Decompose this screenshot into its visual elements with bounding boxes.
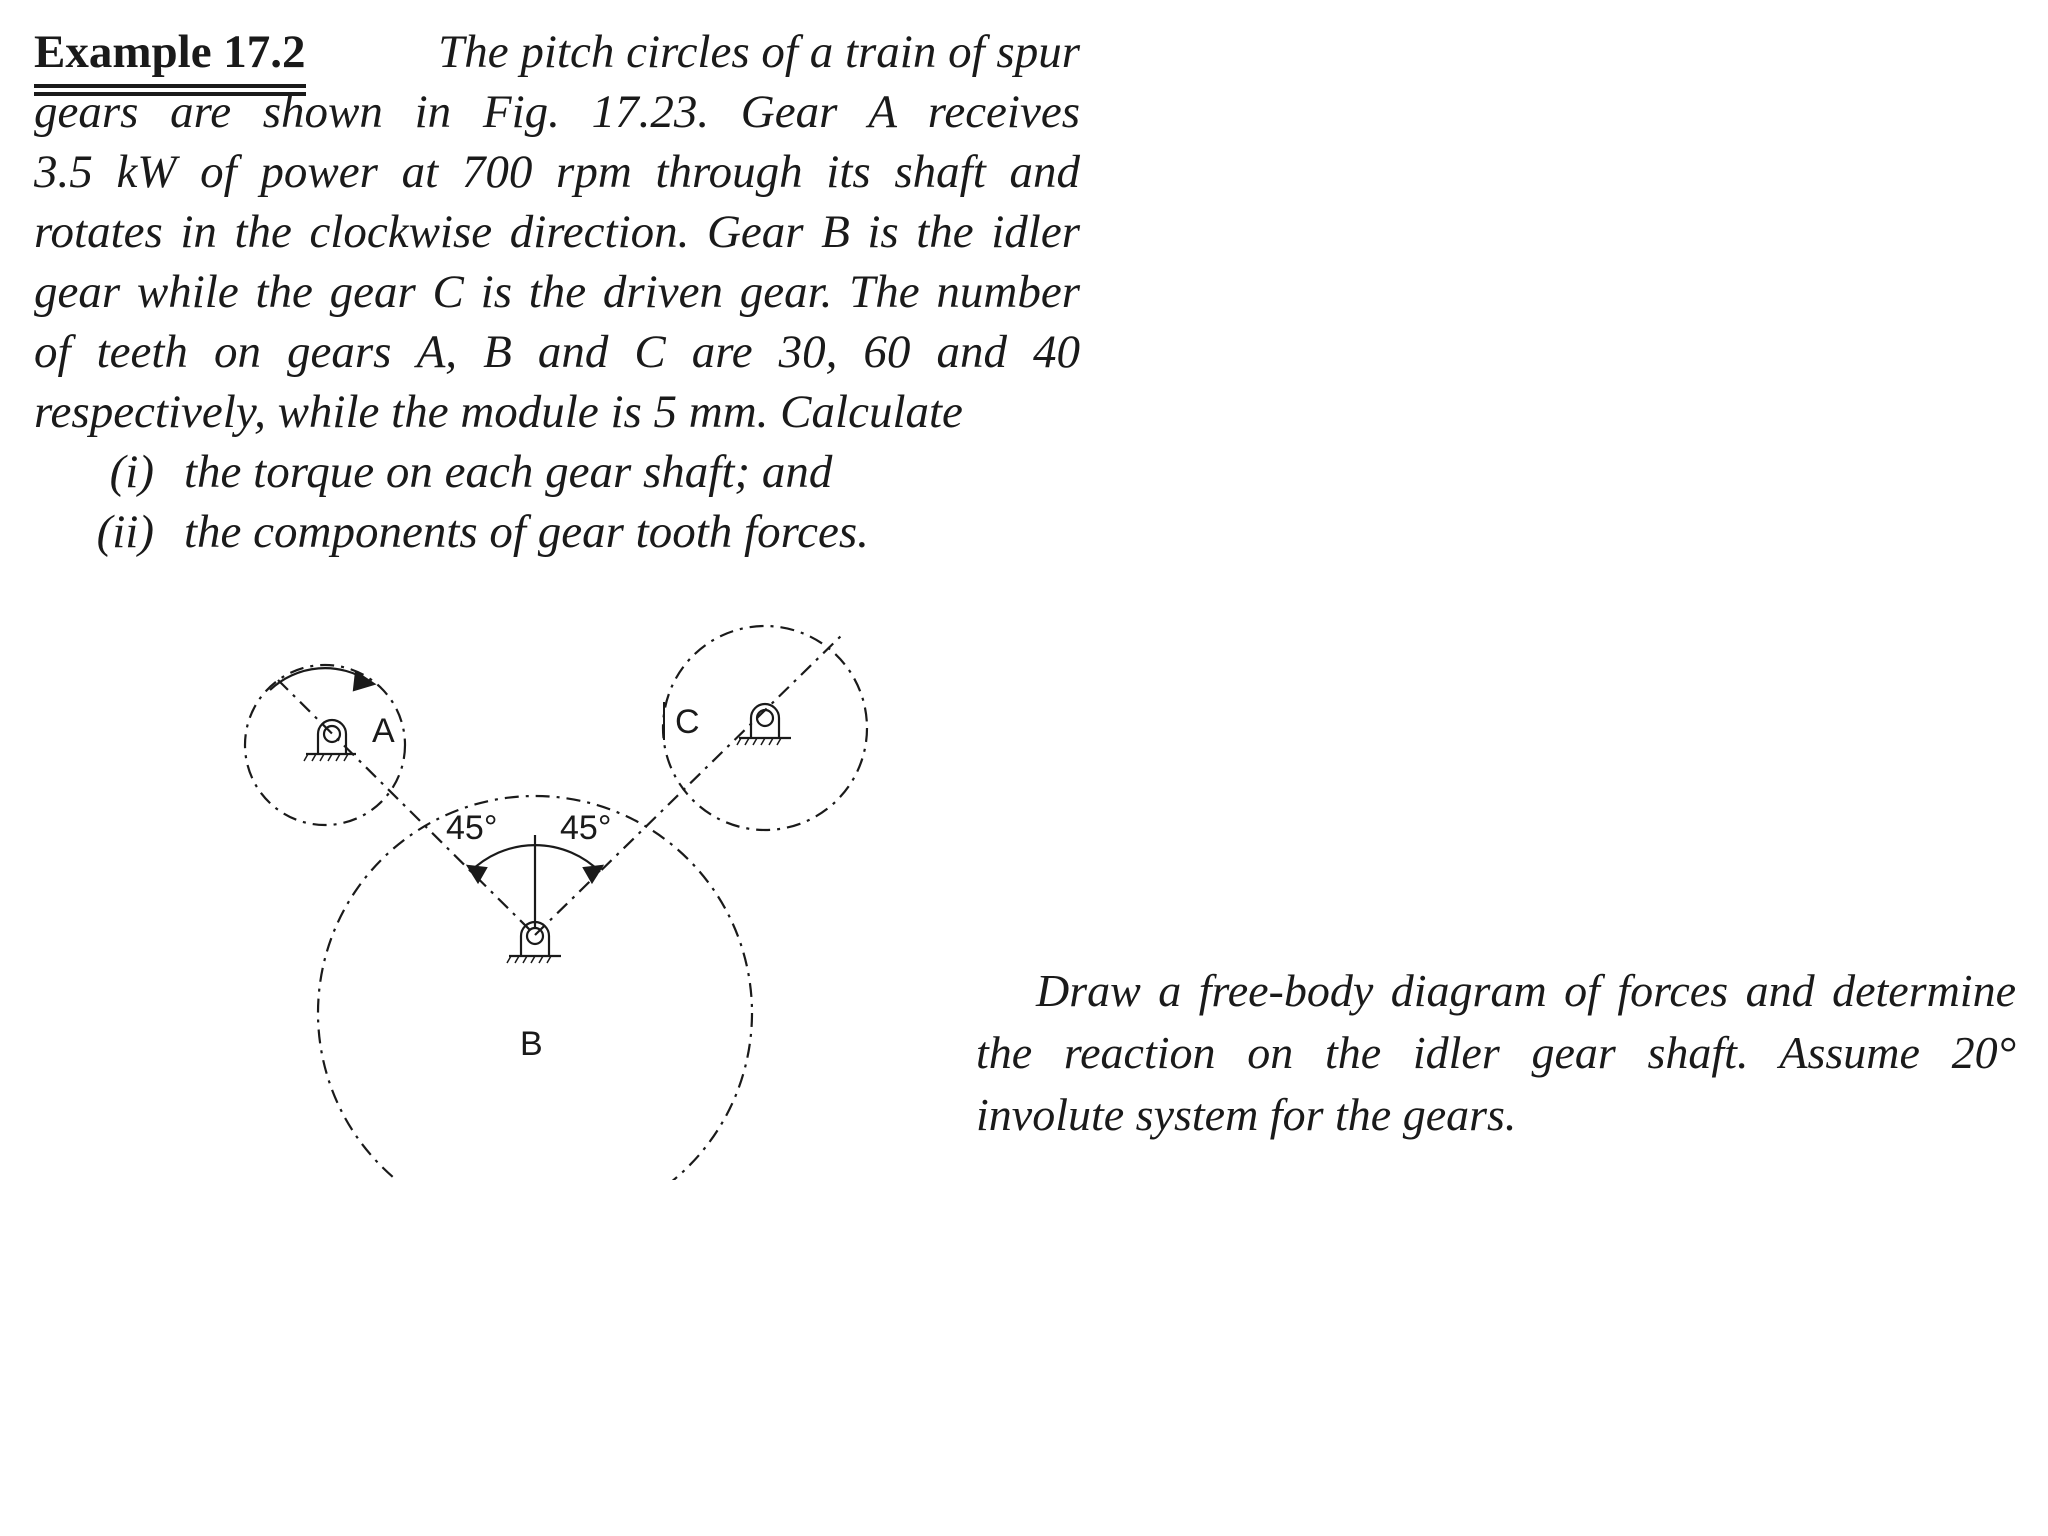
problem-line-6: of teeth on gears A, B and C are 30, 60 and 40 — [34, 326, 1080, 378]
gear-train-figure — [0, 600, 900, 1180]
followup-line-1: Draw a free-body diagram of forces and determine — [1036, 965, 2016, 1016]
problem-line-1: The pitch circles of a train of spur — [438, 26, 1080, 78]
problem-line-3: 3.5 kW of power at 700 rpm through its shaft and — [34, 146, 1080, 198]
problem-line-7: respectively, while the module is 5 mm. Calculate — [34, 386, 963, 438]
center-line-a-b — [278, 680, 535, 935]
gear-b-support — [507, 922, 561, 963]
angle-markers — [468, 835, 602, 928]
followup-text — [976, 960, 2016, 1146]
gear-b-label: B — [520, 1025, 543, 1063]
example-heading-text: Example 17.2 — [34, 26, 306, 78]
center-line-b-c — [535, 632, 845, 935]
example-heading — [34, 22, 306, 82]
problem-line-5: gear while the gear C is the driven gear. The number — [34, 266, 1080, 318]
gear-c-support — [737, 704, 791, 745]
heading-double-underline — [34, 84, 306, 96]
list-item-number: (ii) — [96, 506, 154, 558]
list-item-number: (i) — [109, 446, 154, 498]
list-item-text: the components of gear tooth forces. — [184, 506, 869, 558]
problem-statement — [34, 22, 1080, 562]
list-item-text: the torque on each gear shaft; and — [184, 446, 833, 498]
problem-line-4: rotates in the clockwise direction. Gear B is the idler — [34, 206, 1080, 258]
angle-label-left: 45° — [446, 809, 498, 847]
gear-c-label: C — [675, 703, 700, 741]
problem-line-2: gears are shown in Fig. 17.23. Gear A receives — [34, 86, 1080, 138]
problem-first-line — [34, 22, 1080, 82]
gear-a-label: A — [372, 712, 395, 750]
angle-label-right: 45° — [560, 809, 612, 847]
followup-line-3: involute system for the gears. — [976, 1089, 1517, 1140]
followup-line-2: the reaction on the idler gear shaft. Assume 20° — [976, 1027, 2016, 1078]
list-item — [34, 442, 1080, 502]
list-item — [34, 502, 1080, 562]
gear-a-support — [304, 720, 356, 761]
